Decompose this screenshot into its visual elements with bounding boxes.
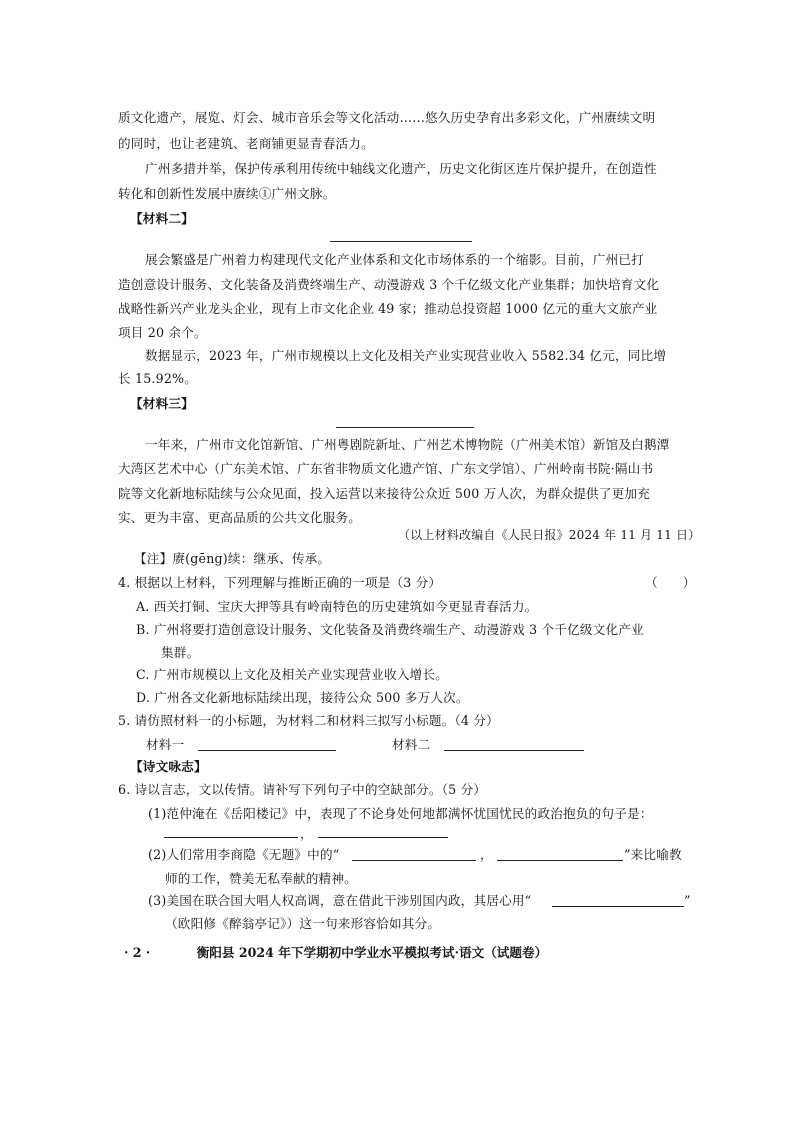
q6-stem: 6. 诗以言志，文以传情。请补写下列句子中的空缺部分。（5 分） (118, 782, 487, 797)
q4-option-d[interactable]: D. 广州各文化新地标陆续出现，接待公众 500 多万人次。 (136, 690, 469, 705)
material3-line-3: 院等文化新地标陆续与公众见面，投入运营以来接待公众近 500 万人次，为群众提供了更加充 (118, 486, 651, 501)
q6-sub2-pre: (2)人们常用李商隐《无题》中的“ (148, 847, 340, 862)
page-footer (124, 942, 547, 961)
q6-sub3-blank[interactable] (552, 906, 684, 907)
q6-sub1: (1)范仲淹在《岳阳楼记》中，表现了不论身处何地都满怀忧国忧民的政治抱负的句子是： (148, 806, 653, 821)
material2-line-6: 长 15.92%。 (118, 371, 198, 386)
q4-stem: 4. 根据以上材料，下列理解与推断正确的一项是（3 分） (118, 575, 442, 590)
exam-title: 衡阳县 2024 年下学期初中学业水平模拟考试·语文（试题卷） (196, 945, 548, 960)
footnote: 【注】赓(gēng)续：继承、传承。 (134, 551, 331, 566)
q5-label-material2: 材料二 (392, 737, 431, 752)
material2-line-1: 展会繁盛是广州着力构建现代文化产业体系和文化市场体系的一个缩影。目前，广州已打 (145, 252, 644, 267)
material1-line-4: 转化和创新性发展中赓续①广州文脉。 (118, 186, 336, 201)
q5-blank-2[interactable] (444, 750, 584, 751)
q4-option-c[interactable]: C. 广州市规模以上文化及相关产业实现营业收入增长。 (136, 667, 449, 682)
q4-option-b-cont: 集群。 (161, 645, 200, 660)
material3-title-blank[interactable] (336, 427, 474, 428)
material2-line-4: 项目 20 余个。 (118, 325, 207, 340)
material3-line-1: 一年来，广州市文化馆新馆、广州粤剧院新址、广州艺术博物院（广州美术馆）新馆及白鹅潭 (145, 437, 670, 452)
material3-line-2: 大湾区艺术中心（广东美术馆、广东省非物质文化遗产馆、广东文学馆）、广州岭南书院·隔山书 (118, 461, 654, 476)
q6-sub2-blank-2[interactable] (497, 860, 623, 861)
q4-option-b[interactable]: B. 广州将要打造创意设计服务、文化装备及消费终端生产、动漫游戏 3 个千亿级文化产业 (136, 622, 644, 637)
material1-line-2: 的同时，也让老建筑、老商铺更显青春活力。 (118, 136, 374, 151)
q4-answer-paren[interactable]: （ ） (645, 575, 696, 590)
q6-sub2-line2: 师的工作，赞美无私奉献的精神。 (165, 871, 357, 886)
material2-line-3: 战略性新兴产业龙头企业，现有上市文化企业 49 家；推动总投资超 1000 亿元的重大文旅产业 (118, 301, 658, 316)
q6-sub1-comma: ， (300, 826, 313, 841)
material2-line-2: 造创意设计服务、文化装备及消费终端生产、动漫游戏 3 个千亿级文化产业集群；加快培育文化 (118, 277, 660, 292)
q6-sub3-pre: (3)美国在联合国大唱人权高调，意在借此干涉别国内政，其居心用“ (148, 893, 532, 908)
q6-sub1-blank-2[interactable] (318, 837, 448, 838)
q6-sub2-blank-1[interactable] (352, 860, 476, 861)
page-number: · 2 · (124, 945, 151, 960)
material1-line-3: 广州多措并举，保护传承利用传统中轴线文化遗产，历史文化街区连片保护提升，在创造性 (145, 161, 657, 176)
q6-sub2-comma: ， (480, 847, 493, 862)
q6-sub1-blank-1[interactable] (164, 837, 298, 838)
q5-blank-1[interactable] (198, 750, 336, 751)
material1-line-1: 质文化遗产，展览、灯会、城市音乐会等文化活动……悠久历史孕育出多彩文化，广州赓续文明 (118, 110, 656, 125)
q5-stem: 5. 请仿照材料一的小标题，为材料二和材料三拟写小标题。（4 分） (118, 713, 499, 728)
source-citation: （以上材料改编自《人民日报》2024 年 11 月 11 日） (398, 528, 701, 542)
material2-line-5: 数据显示，2023 年，广州市规模以上文化及相关产业实现营业收入 5582.34 亿元，同比增 (145, 348, 667, 363)
q6-sub2-post: ”来比喻教 (624, 847, 682, 862)
q6-sub3-post: ” (684, 893, 691, 908)
material2-heading: 【材料二】 (130, 211, 194, 226)
material2-title-blank[interactable] (330, 241, 472, 242)
q5-label-material1: 材料一 (146, 737, 185, 752)
q4-option-a[interactable]: A. 西关打铜、宝庆大押等具有岭南特色的历史建筑如今更显青春活力。 (136, 599, 538, 614)
q6-sub3-line2: （欧阳修《醉翁亭记》）这一句来形容恰如其分。 (165, 916, 441, 931)
material3-heading: 【材料三】 (130, 396, 194, 411)
poetry-heading: 【诗文咏志】 (130, 759, 207, 774)
material3-line-4: 实、更为丰富、更高品质的公共文化服务。 (118, 510, 362, 525)
